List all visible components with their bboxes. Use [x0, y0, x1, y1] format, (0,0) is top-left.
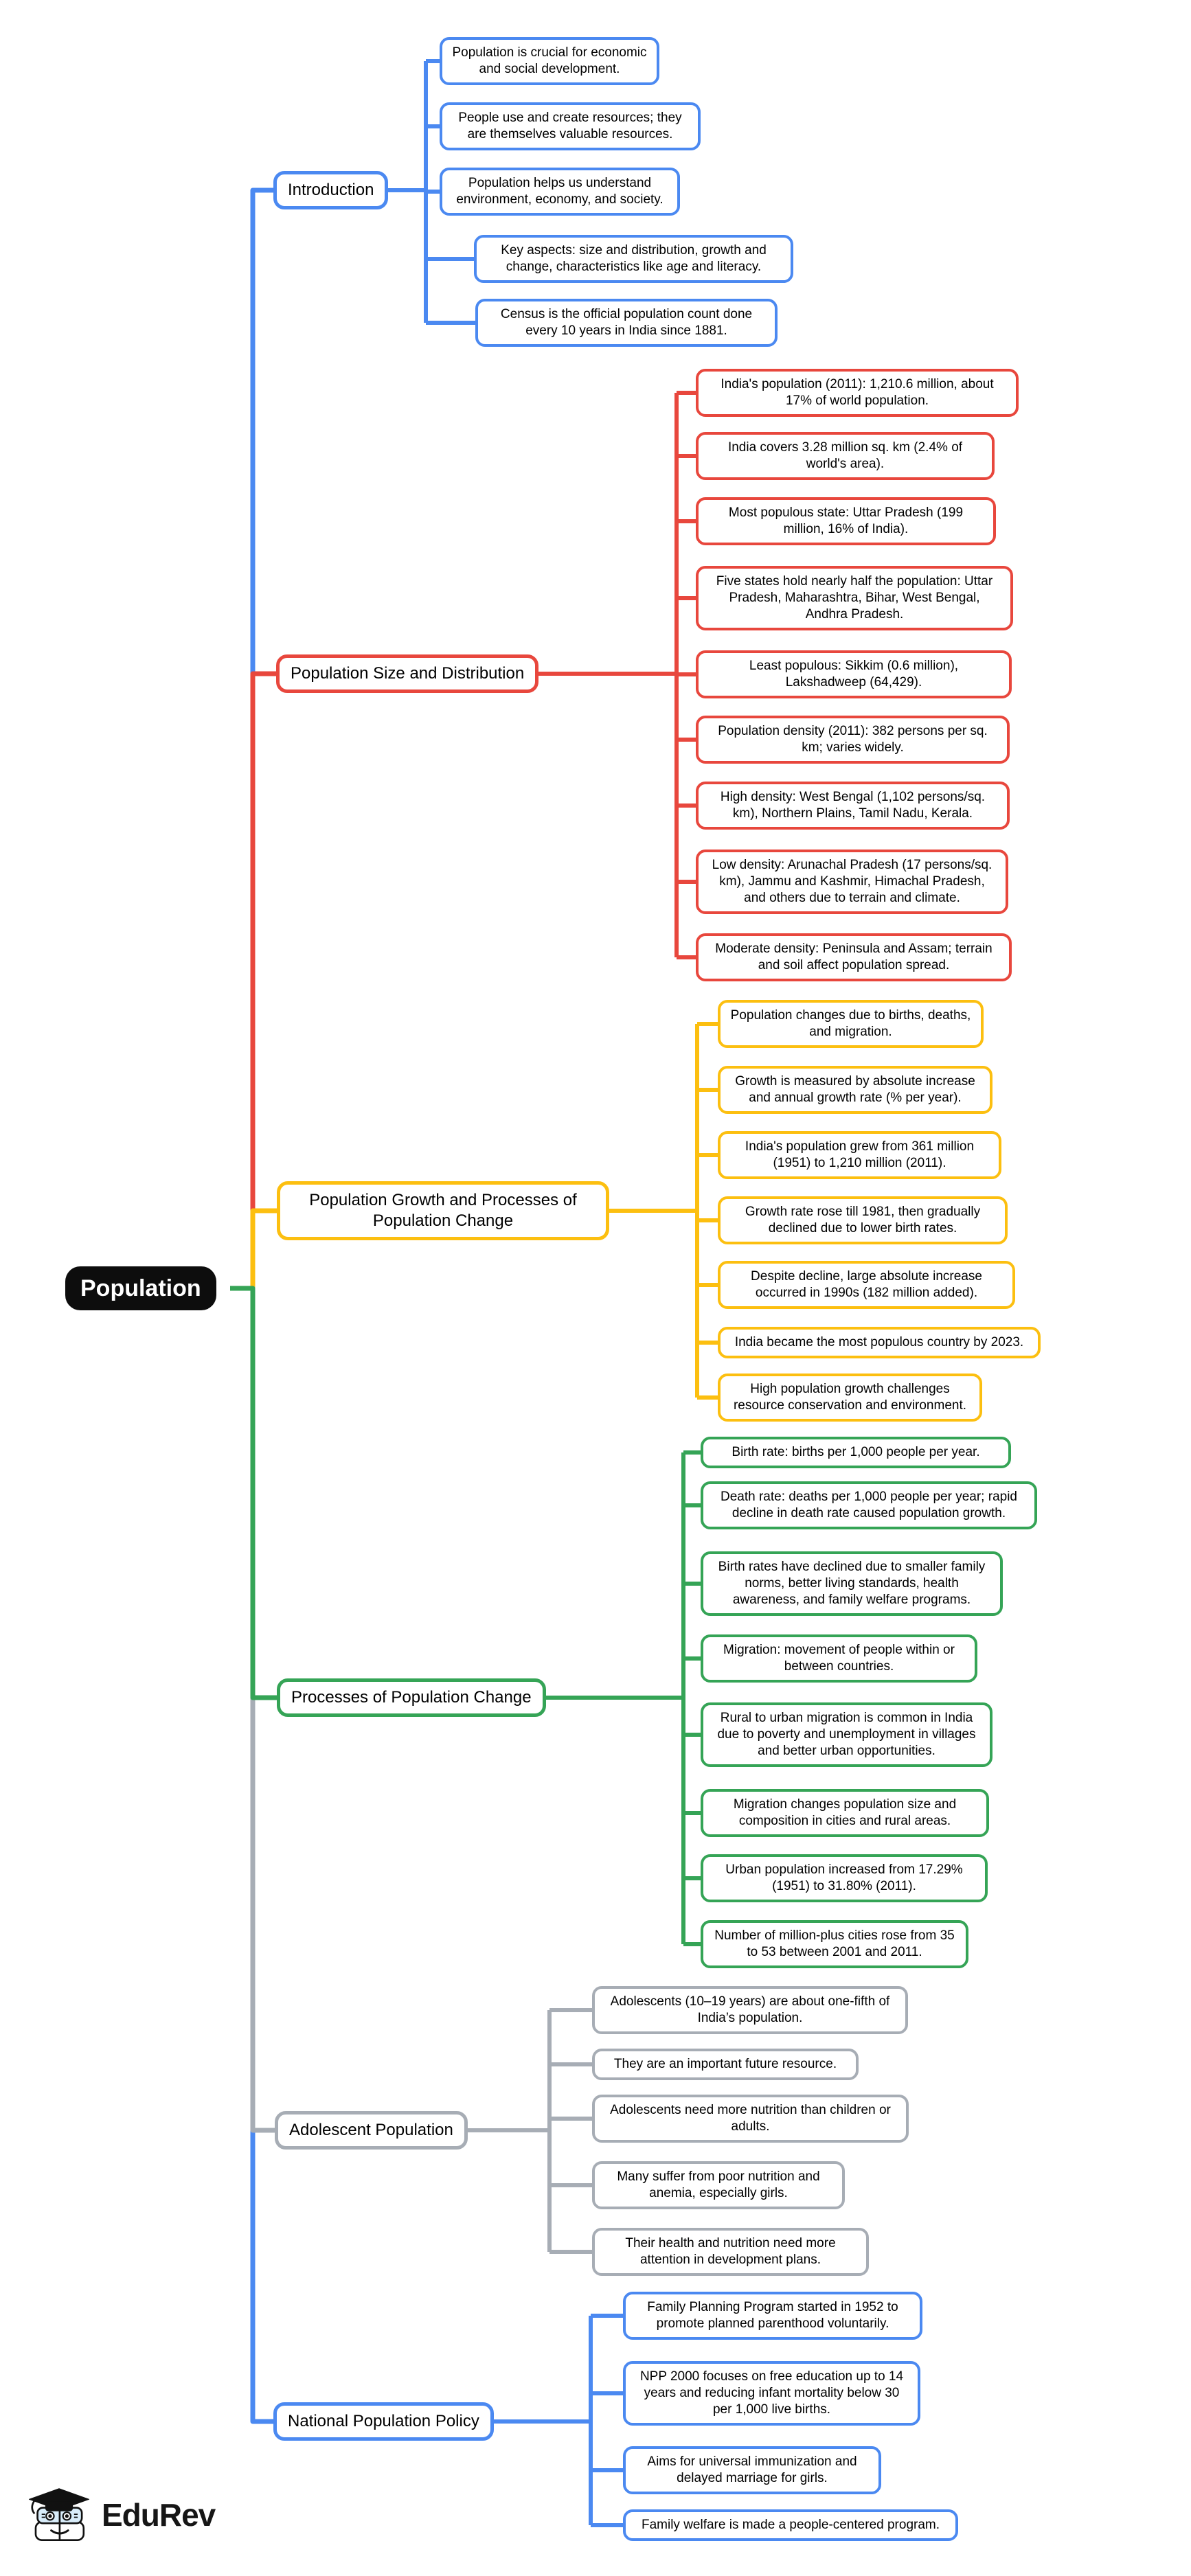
edurev-logo: [26, 2483, 215, 2546]
leaf-node: Birth rate: births per 1,000 people per year.: [701, 1437, 1011, 1468]
leaf-node: India's population grew from 361 million (1951) to 1,210 million (2011).: [718, 1131, 1001, 1179]
connector-main-introduction: [230, 190, 288, 1288]
leaf-node: India covers 3.28 million sq. km (2.4% of world's area).: [696, 432, 995, 480]
leaf-node: Most populous state: Uttar Pradesh (199 million, 16% of India).: [696, 497, 996, 545]
leaf-node: Many suffer from poor nutrition and anemia, especially girls.: [592, 2161, 845, 2209]
connector-main-processes: [230, 1288, 292, 1698]
leaf-node: Population changes due to births, deaths, and migration.: [718, 1000, 984, 1048]
leaf-node: People use and create resources; they are themselves valuable resources.: [440, 102, 701, 150]
edurev-logo-text: EduRev: [102, 2497, 216, 2533]
edurev-mascot-icon: [26, 2483, 92, 2546]
branch-label-adolescent-population: Adolescent Population: [275, 2111, 468, 2150]
leaf-node: Key aspects: size and distribution, growth and change, characteristics like age and literacy.: [474, 235, 793, 283]
branch-label-introduction: Introduction: [273, 171, 388, 209]
leaf-node: Death rate: deaths per 1,000 people per year; rapid decline in death rate caused population growth.: [701, 1481, 1037, 1529]
leaf-node: Growth is measured by absolute increase and annual growth rate (% per year).: [718, 1066, 992, 1114]
leaf-node: NPP 2000 focuses on free education up to 14 years and reducing infant mortality below 30 per 1,000 live births.: [623, 2361, 920, 2426]
leaf-node: Despite decline, large absolute increase occurred in 1990s (182 million added).: [718, 1261, 1015, 1309]
leaf-node: Family Planning Program started in 1952 to promote planned parenthood voluntarily.: [623, 2292, 922, 2340]
leaf-node: Growth rate rose till 1981, then gradually declined due to lower birth rates.: [718, 1196, 1008, 1244]
leaf-node: India's population (2011): 1,210.6 million, about 17% of world population.: [696, 369, 1019, 417]
leaf-node: Number of million-plus cities rose from 35 to 53 between 2001 and 2011.: [701, 1920, 968, 1968]
leaf-node: Population is crucial for economic and social development.: [440, 37, 659, 85]
branch-label-processes-of-population-change: Processes of Population Change: [277, 1678, 546, 1717]
leaf-node: Population density (2011): 382 persons per sq. km; varies widely.: [696, 716, 1010, 764]
leaf-node: Least populous: Sikkim (0.6 million), Lakshadweep (64,429).: [696, 650, 1012, 698]
branch-label-population-growth: Population Growth and Processes of Population Change: [277, 1181, 609, 1240]
leaf-node: Their health and nutrition need more attention in development plans.: [592, 2228, 869, 2276]
leaf-node: Low density: Arunachal Pradesh (17 persons/sq. km), Jammu and Kashmir, Himachal Pradesh, and others due to terrain and climate.: [696, 850, 1008, 914]
leaf-node: Census is the official population count done every 10 years in India since 1881.: [475, 299, 778, 347]
leaf-node: Migration: movement of people within or between countries.: [701, 1634, 977, 1683]
leaf-node: Moderate density: Peninsula and Assam; terrain and soil affect population spread.: [696, 933, 1012, 981]
branch-label-national-population-policy: National Population Policy: [273, 2402, 494, 2441]
leaf-node: Urban population increased from 17.29% (1951) to 31.80% (2011).: [701, 1854, 988, 1902]
root-node: Population: [65, 1266, 216, 1310]
leaf-node: India became the most populous country by 2023.: [718, 1327, 1041, 1358]
branch-label-population-size-and-distribution: Population Size and Distribution: [276, 654, 538, 693]
leaf-node: Population helps us understand environment, economy, and society.: [440, 168, 680, 216]
leaf-node: Adolescents need more nutrition than children or adults.: [592, 2095, 909, 2143]
leaf-node: Adolescents (10–19 years) are about one-fifth of India’s population.: [592, 1986, 908, 2034]
connector-main-policy: [230, 1288, 288, 2421]
leaf-node: Five states hold nearly half the population: Uttar Pradesh, Maharashtra, Bihar, West Bengal, Andhra Pradesh.: [696, 566, 1013, 630]
leaf-node: High density: West Bengal (1,102 persons/sq. km), Northern Plains, Tamil Nadu, Kerala.: [696, 782, 1010, 830]
leaf-node: Rural to urban migration is common in India due to poverty and unemployment in villages and better urban opportunities.: [701, 1702, 992, 1767]
leaf-node: Migration changes population size and composition in cities and rural areas.: [701, 1789, 989, 1837]
leaf-node: Birth rates have declined due to smaller family norms, better living standards, health awareness, and family welfare programs.: [701, 1551, 1003, 1616]
leaf-node: They are an important future resource.: [592, 2049, 859, 2080]
leaf-node: High population growth challenges resource conservation and environment.: [718, 1374, 982, 1422]
leaf-node: Family welfare is made a people-centered program.: [623, 2509, 958, 2541]
leaf-node: Aims for universal immunization and delayed marriage for girls.: [623, 2446, 881, 2494]
